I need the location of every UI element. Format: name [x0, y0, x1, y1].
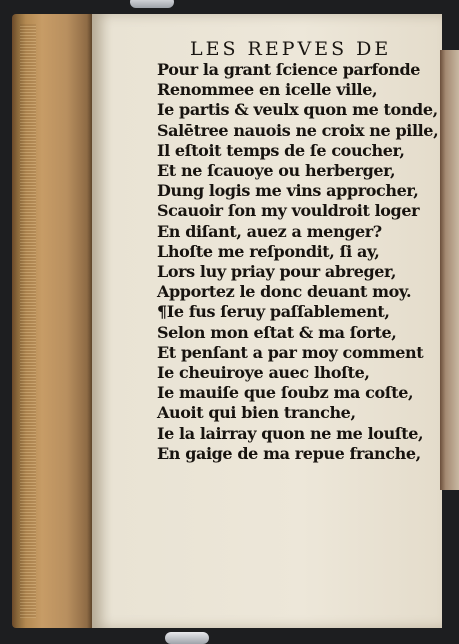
verse-line: Salētree nauois ne croix ne pille, — [157, 120, 439, 140]
verse-line: Apportez le donc deuant moy. — [157, 282, 412, 302]
verse-line: Auoit qui bien tranche, — [157, 403, 356, 423]
verse-line: En diſant, auez a menger? — [157, 221, 382, 241]
verse-line: Ie cheuiroye auec lhoſte, — [157, 363, 370, 383]
verse-line: Lhoſte me reſpondit, ſi ay, — [157, 241, 380, 261]
verse-line: Dung logis me vins approcher, — [157, 181, 419, 201]
verse-line: Lors luy priay pour abreger, — [157, 262, 397, 282]
verse-line: Renommee en icelle ville, — [157, 80, 378, 100]
verse-line: Et ne ſcauoye ou herberger, — [157, 161, 396, 181]
verse-block — [157, 60, 437, 464]
verse-line-text: Ie fus ſeruy paſſablement, — [166, 302, 390, 322]
pilcrow-mark: ¶ — [157, 302, 167, 322]
page-clip-top — [130, 0, 174, 8]
verse-line: Ie la lairray quon ne me louſte, — [157, 423, 424, 443]
verse-line: Ie mauiſe que ſoubz ma coſte, — [157, 383, 414, 403]
verse-line: Il eſtoit temps de ſe coucher, — [157, 140, 405, 160]
facing-page-edge — [440, 50, 459, 490]
verse-line: Ie partis & veulx quon me tonde, — [157, 100, 438, 120]
page-clip-bottom — [165, 632, 209, 644]
verse-line: En gaige de ma repue franche, — [157, 443, 421, 463]
verse-line-paragraph — [157, 302, 437, 322]
book-fore-edge — [12, 14, 94, 628]
verse-line: Pour la grant ſcience parfonde — [157, 60, 421, 79]
verse-line: Selon mon eſtat & ma ſorte, — [157, 322, 397, 342]
running-head: LES REPVES DE — [190, 38, 392, 60]
verse-line: Et penſant a par moy comment — [157, 342, 424, 362]
verse-line: Scauoir ſon my vouldroit loger — [157, 201, 420, 221]
